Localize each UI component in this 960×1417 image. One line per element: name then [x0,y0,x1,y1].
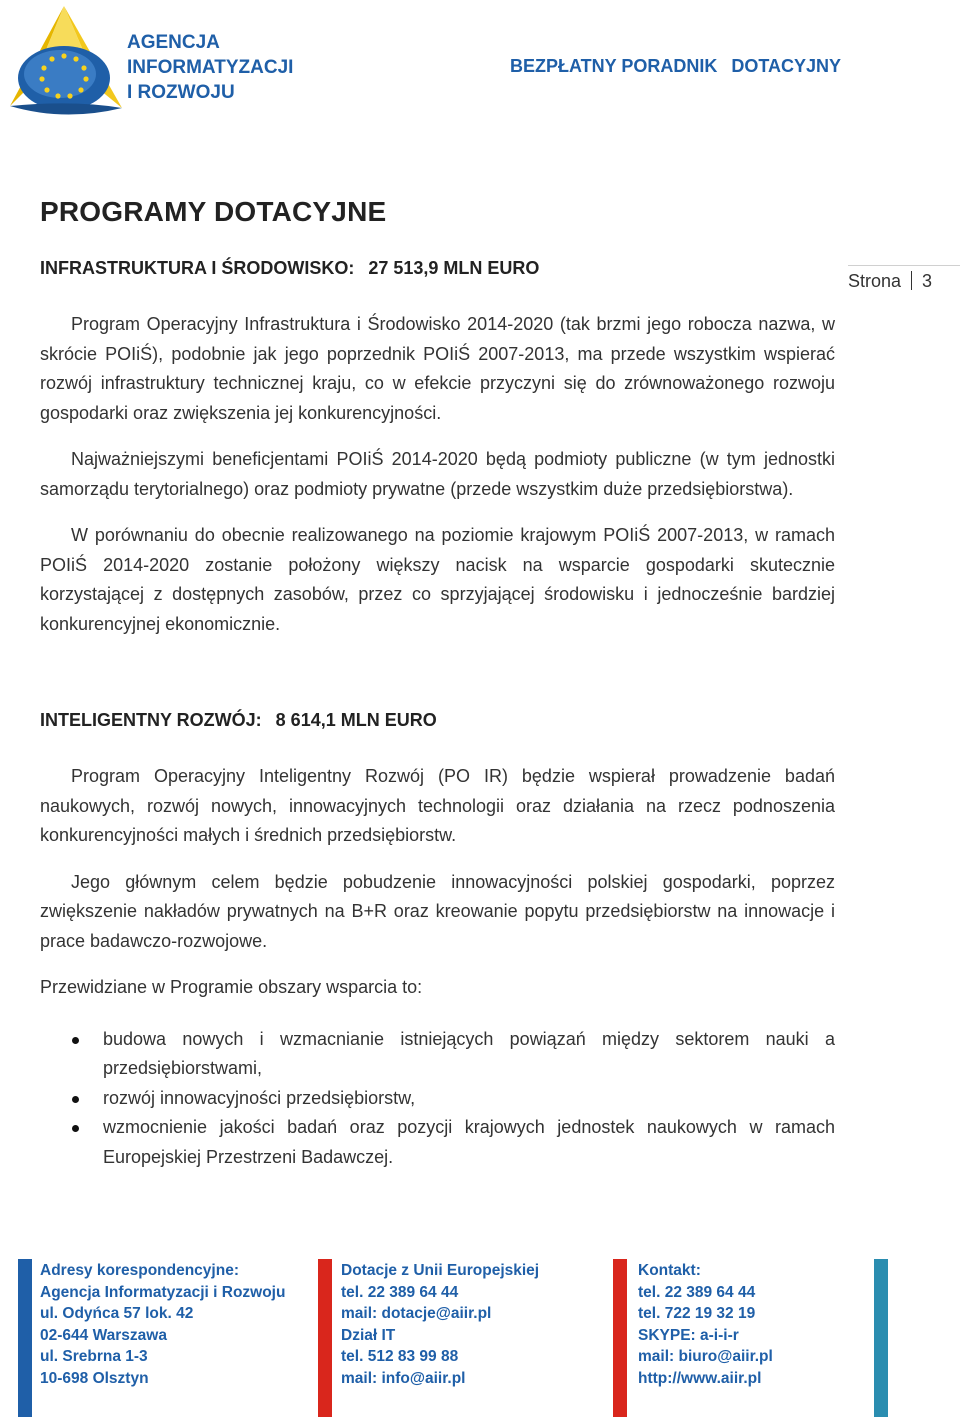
eu-star-logo-icon [4,4,122,116]
section-heading-label: INTELIGENTNY ROZWÓJ: [40,710,262,730]
agency-name-line: I ROZWOJU [127,82,235,103]
list-item-text: wzmocnienie jakości badań oraz pozycji krajowych jednostek naukowych w ramach Europejskiej Przestrzeni Badawczej. [103,1117,835,1167]
section-heading-label: INFRASTRUKTURA I ŚRODOWISKO: [40,258,355,278]
footer-accent-bar [874,1259,888,1417]
agency-logo [4,4,122,116]
page-number-divider [848,265,960,266]
section-amount: 8 614,1 MLN EURO [275,710,437,730]
footer-email-link[interactable]: mail: dotacje@aiir.pl [341,1305,492,1322]
tagline-part: DOTACYJNY [731,56,842,76]
footer-line: tel. 512 83 99 88 [341,1348,459,1365]
footer-line: 10-698 Olsztyn [40,1369,149,1387]
list-item-text: rozwój innowacyjności przedsiębiorstw, [103,1087,416,1108]
page-title: PROGRAMY DOTACYJNE [40,196,387,227]
section-heading [40,258,835,279]
footer-line: tel. 722 19 32 19 [638,1305,756,1322]
bullet-icon [72,1037,79,1044]
footer-line: Adresy korespondencyjne: [40,1262,239,1279]
page-label: Strona [848,271,902,291]
footer-line: ul. Srebrna 1-3 [40,1348,148,1365]
footer-contact [638,1260,773,1389]
agency-name [127,30,293,105]
footer-line: ul. Odyńca 57 lok. 42 [40,1305,194,1322]
bullet-icon [72,1125,79,1132]
footer-line: Kontakt: [638,1262,701,1279]
footer-accent-bar [18,1259,32,1417]
footer-accent-bar [318,1259,332,1417]
page-number-value: 3 [922,271,933,291]
footer-grants-contact [341,1260,539,1389]
agency-name-line: AGENCJA [127,32,220,53]
list-item [40,1113,835,1172]
section-amount: 27 513,9 MLN EURO [368,258,540,278]
footer-line: Agencja Informatyzacji i Rozwoju [40,1283,286,1301]
paragraph: Program Operacyjny Inteligentny Rozwój (PO IR) będzie wspierał prowadzenie badań naukowych, rozwój nowych, innowacyjnych technologii oraz działania na rzecz podnoszenia konkurencyjności małych i średnich przedsiębiorstw. [40,766,835,845]
bullet-icon [72,1096,79,1103]
page-number [848,271,932,292]
paragraph: W porównaniu do obecnie realizowanego na poziomie krajowym POIiŚ 2007-2013, w ramach POIiŚ 2014-2020 zostanie położony większy nacisk na wsparcie gospodarki skutecznie korzystającej z dostępnych zasobów, przez co sprzyjającej środowisku i jednocześnie bardziej konkurencyjnej ekonomicznie. [40,525,835,634]
footer-line: Dział IT [341,1326,396,1344]
footer-email-link[interactable]: mail: biuro@aiir.pl [638,1348,773,1365]
paragraph: Najważniejszymi beneficjentami POIiŚ 2014-2020 będą podmioty publiczne (w tym jednostki samorządu terytorialnego) oraz podmioty prywatne (przede wszystkim duże przedsiębiorstwa). [40,449,835,499]
tagline-part: BEZPŁATNY PORADNIK [510,56,718,76]
footer-email-link[interactable]: mail: info@aiir.pl [341,1369,466,1387]
list-item [40,1025,835,1084]
paragraph: Program Operacyjny Infrastruktura i Środowisko 2014-2020 (tak brzmi jego robocza nazwa, w skrócie POIiŚ), podobnie jak jego poprzednik POIiŚ 2007-2013, ma przede wszystkim wspierać rozwój infrastruktury technicznej kraju, co w efekcie przyczyni się do zrównoważonego rozwoju gospodarki oraz zwiększenia jej konkurencyjności. [40,314,835,423]
footer-website-link[interactable]: http://www.aiir.pl [638,1369,762,1387]
footer-line: tel. 22 389 64 44 [638,1283,756,1301]
section-heading [40,710,835,731]
footer-addresses [40,1260,285,1389]
support-areas-list [40,1025,835,1173]
footer-line: 02-644 Warszawa [40,1326,167,1344]
footer-accent-bar [613,1259,627,1417]
paragraph: Jego głównym celem będzie pobudzenie innowacyjności polskiej gospodarki, poprzez zwiększenie nakładów prywatnych na B+R oraz kreowanie popytu przedsiębiorstw na innowacje i prace badawczo-rozwojowe. [40,871,835,951]
header-tagline [510,56,841,77]
footer [0,1255,960,1417]
list-item-text: budowa nowych i wzmacnianie istniejących powiązań między sektorem nauki a przedsiębiorstwami, [103,1028,835,1078]
footer-line: SKYPE: a-i-i-r [638,1326,739,1344]
agency-name-line: INFORMATYZACJI [127,57,294,78]
footer-line: tel. 22 389 64 44 [341,1283,459,1301]
page-number-separator [911,271,912,290]
document-body [40,196,835,1172]
footer-line: Dotacje z Unii Europejskiej [341,1262,540,1279]
list-item [40,1084,835,1114]
list-intro: Przewidziane w Programie obszary wsparcia to: [40,977,423,997]
